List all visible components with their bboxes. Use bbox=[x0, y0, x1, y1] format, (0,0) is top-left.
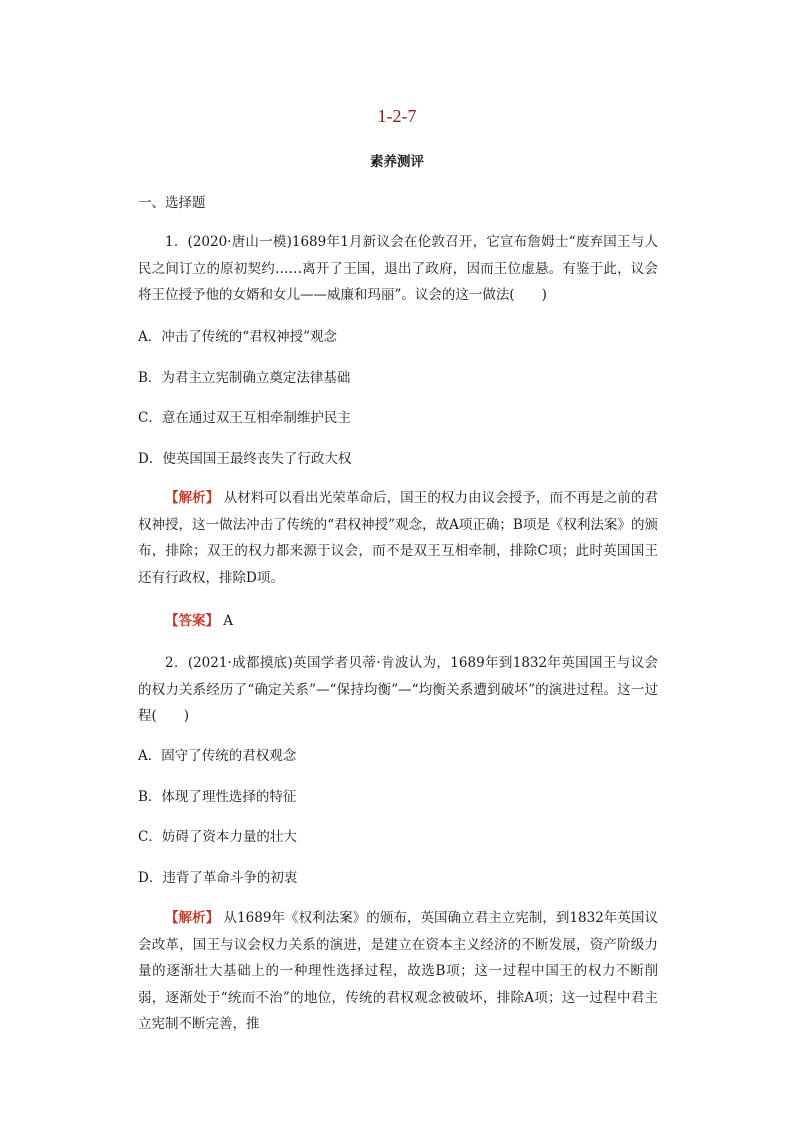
analysis-label: 【解析】 bbox=[165, 910, 220, 926]
answer-label: 【答案】 bbox=[165, 613, 219, 629]
question-2-stem: 2．(2021·成都摸底)英国学者贝蒂·肯波认为，1689年到1832年英国国王与议会的权力关系经历了“确定关系”—“保持均衡”—“均衡关系遭到破坏”的演进过程。这一过程( ) bbox=[138, 655, 658, 724]
question-2-option-a: A．固守了传统的君权观念 bbox=[138, 748, 297, 764]
question-2-option-c: C．妨碍了资本力量的壮大 bbox=[138, 829, 297, 845]
analysis-label: 【解析】 bbox=[165, 490, 220, 506]
analysis-text: 从材料可以看出光荣革命后，国王的权力由议会授予，而不再是之前的君权神授，这一做法冲击了传统的“君权神授”观念，故A项正确；B项是《权利法案》的颁布，排除；双王的权力都来源于议会，而不是双王互相牵制，排除C项；此时英国国王还有行政权，排除D项。 bbox=[138, 490, 659, 586]
doc-subtitle: 素养测评 bbox=[370, 154, 424, 170]
doc-title: 1-2-7 bbox=[377, 106, 417, 126]
question-1-analysis bbox=[138, 485, 658, 591]
question-1-answer bbox=[138, 608, 658, 635]
question-1-stem: 1．(2020·唐山一模)1689年1月新议会在伦敦召开，它宣布詹姆士“废弃国王与人民之间订立的原初契约……离开了王国，退出了政府，因而王位虚悬。有鉴于此，议会将王位授予他的女婿和女儿——威廉和玛丽”。议会的这一做法( ) bbox=[138, 234, 658, 303]
question-2-option-d: D．违背了革命斗争的初衷 bbox=[138, 870, 298, 886]
section-heading: 一、选择题 bbox=[138, 195, 206, 211]
question-2-analysis bbox=[138, 905, 658, 1038]
question-1-option-b: B．为君主立宪制确立奠定法律基础 bbox=[138, 370, 351, 386]
analysis-text: 从1689年《权利法案》的颁布，英国确立君主立宪制，到1832年英国议会改革，国王与议会权力关系的演进，是建立在资本主义经济的不断发展，资产阶级力量的逐渐壮大基础上的一种理性选择过程，故选B项；这一过程中国王的权力不断削弱，逐渐处于“统而不治”的地位，传统的君权观念被破坏，排除A项；这一过程中君主立宪制不断完善，推 bbox=[138, 910, 659, 1032]
question-1-option-d: D．使英国国王最终丧失了行政大权 bbox=[138, 451, 352, 467]
question-2-option-b: B．体现了理性选择的特征 bbox=[138, 789, 297, 805]
question-1-option-c: C．意在通过双王互相牵制维护民主 bbox=[138, 410, 351, 426]
answer-value: A bbox=[223, 613, 234, 629]
question-1-option-a: A．冲击了传统的“君权神授”观念 bbox=[138, 329, 338, 345]
